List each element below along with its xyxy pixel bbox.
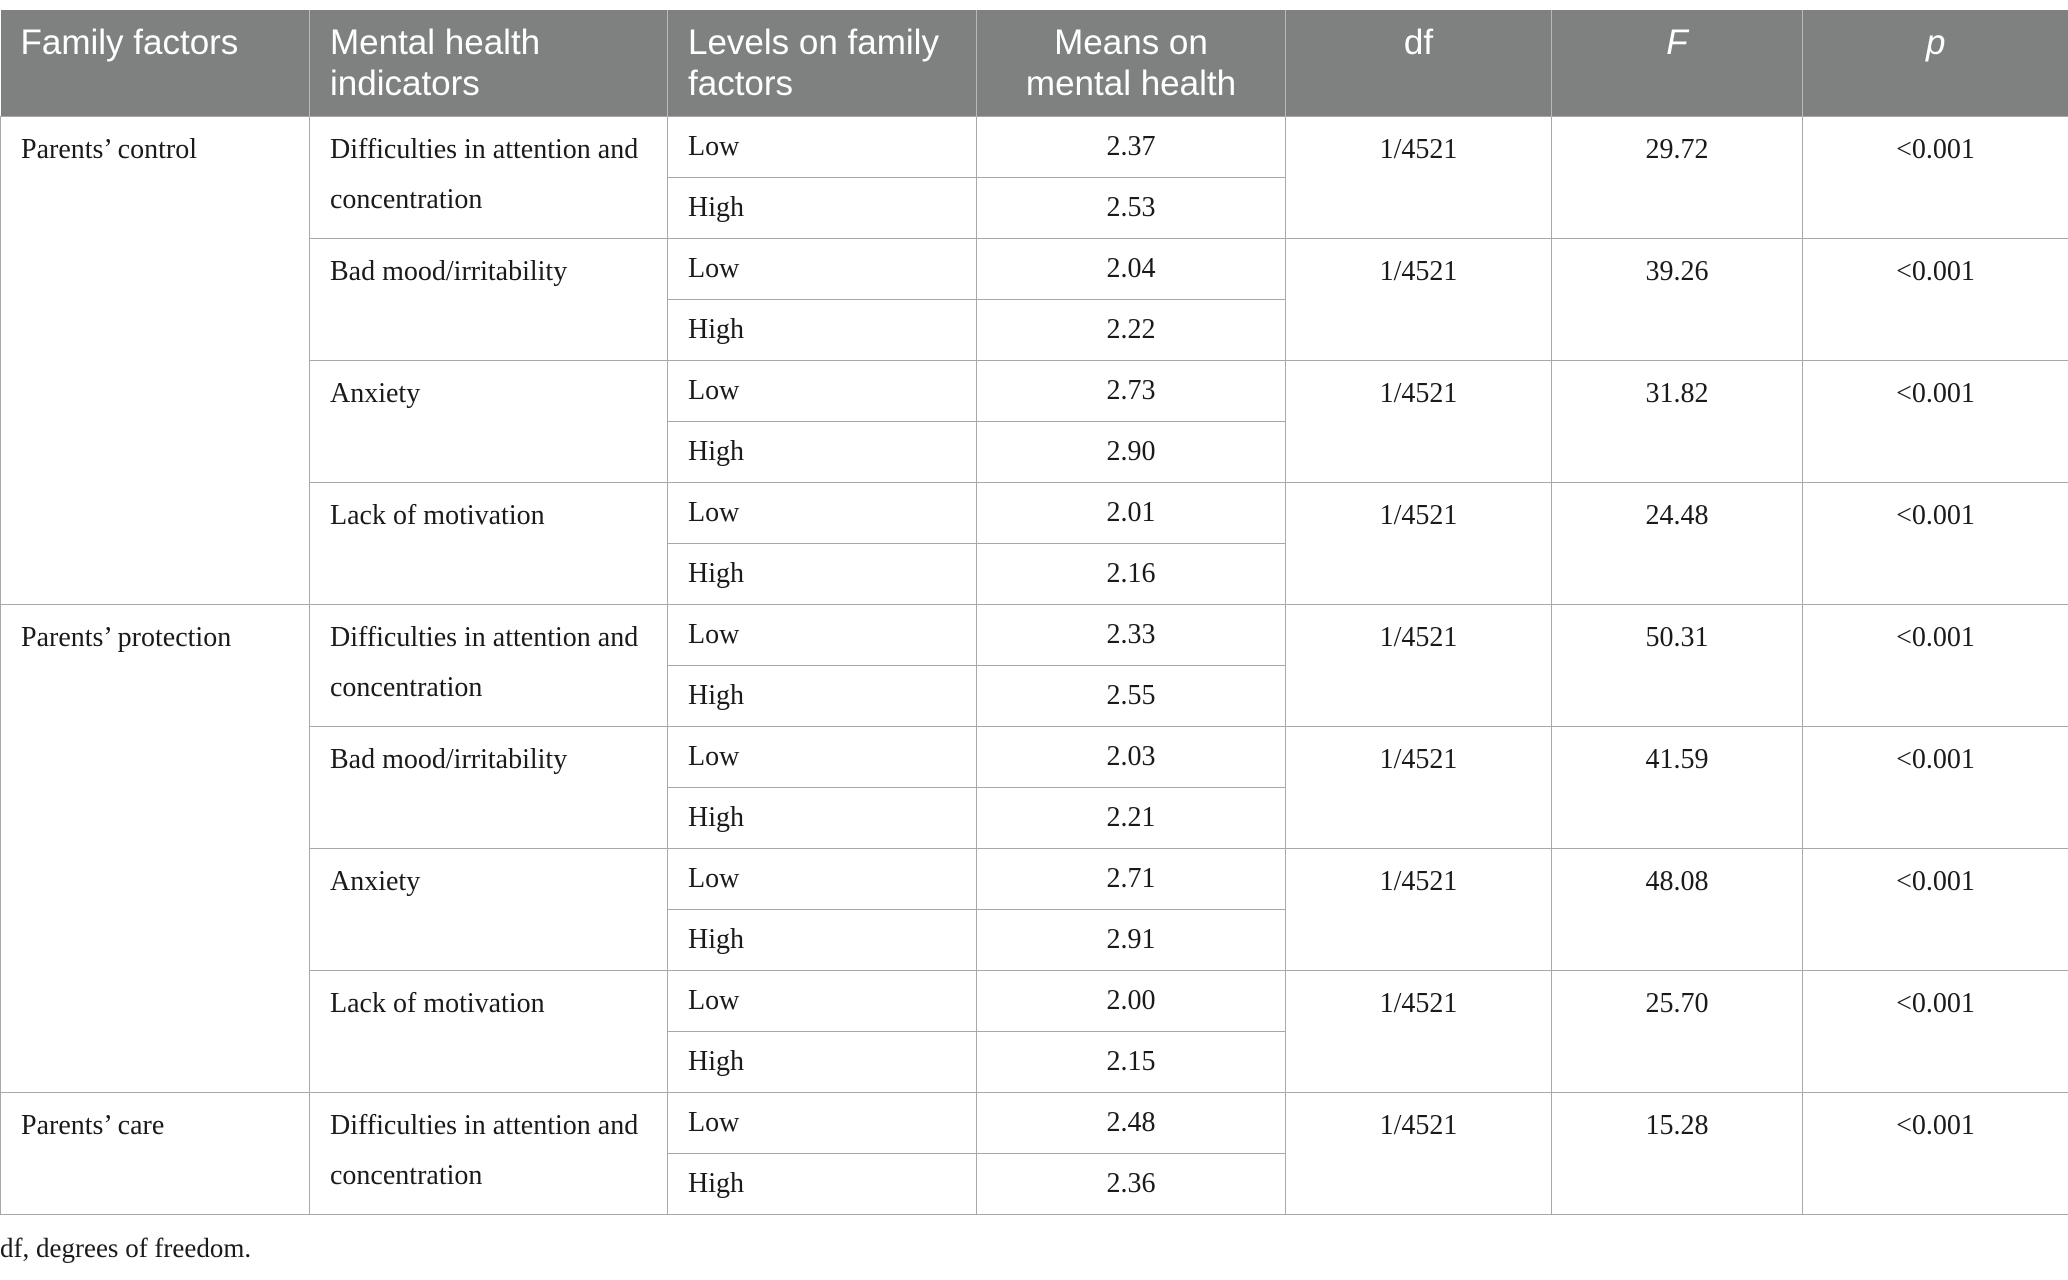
mean-cell: 2.90 (977, 422, 1286, 483)
mean-cell: 2.04 (977, 239, 1286, 300)
mean-cell: 2.71 (977, 849, 1286, 910)
table-row (1, 361, 2068, 422)
mean-cell: 2.53 (977, 178, 1286, 239)
indicator-cell: Lack of motivation (310, 483, 668, 605)
f-cell: 41.59 (1552, 727, 1803, 849)
df-cell: 1/4521 (1286, 239, 1552, 361)
level-cell: High (668, 666, 977, 727)
f-cell: 25.70 (1552, 971, 1803, 1093)
f-cell: 39.26 (1552, 239, 1803, 361)
df-cell: 1/4521 (1286, 971, 1552, 1093)
mean-cell: 2.48 (977, 1093, 1286, 1154)
results-table-container (0, 10, 2068, 1215)
mean-cell: 2.00 (977, 971, 1286, 1032)
df-cell: 1/4521 (1286, 117, 1552, 239)
p-cell: <0.001 (1803, 117, 2068, 239)
indicator-cell: Difficulties in attention and concentration (310, 1093, 668, 1215)
header-levels-on-family-factors: Levels on family factors (668, 10, 977, 117)
indicator-cell: Bad mood/irritability (310, 239, 668, 361)
level-cell: Low (668, 1093, 977, 1154)
level-cell: Low (668, 727, 977, 788)
df-cell: 1/4521 (1286, 605, 1552, 727)
mean-cell: 2.22 (977, 300, 1286, 361)
mean-cell: 2.73 (977, 361, 1286, 422)
header-p: p (1803, 10, 2068, 117)
level-cell: Low (668, 605, 977, 666)
p-cell: <0.001 (1803, 849, 2068, 971)
df-cell: 1/4521 (1286, 361, 1552, 483)
level-cell: High (668, 1032, 977, 1093)
p-cell: <0.001 (1803, 239, 2068, 361)
level-cell: High (668, 544, 977, 605)
table-footnote: df, degrees of freedom. (0, 1233, 252, 1263)
mean-cell: 2.16 (977, 544, 1286, 605)
f-cell: 24.48 (1552, 483, 1803, 605)
f-cell: 15.28 (1552, 1093, 1803, 1215)
header-family-factors: Family factors (1, 10, 310, 117)
header-row (1, 10, 2068, 117)
table-row (1, 239, 2068, 300)
mean-cell: 2.91 (977, 910, 1286, 971)
df-cell: 1/4521 (1286, 849, 1552, 971)
level-cell: Low (668, 117, 977, 178)
family-factor-cell: Parents’ care (1, 1093, 310, 1215)
level-cell: High (668, 422, 977, 483)
level-cell: Low (668, 239, 977, 300)
mean-cell: 2.21 (977, 788, 1286, 849)
level-cell: Low (668, 361, 977, 422)
f-cell: 50.31 (1552, 605, 1803, 727)
indicator-cell: Difficulties in attention and concentration (310, 117, 668, 239)
header-f: F (1552, 10, 1803, 117)
p-cell: <0.001 (1803, 361, 2068, 483)
family-factor-cell: Parents’ protection (1, 605, 310, 1093)
mean-cell: 2.37 (977, 117, 1286, 178)
f-cell: 31.82 (1552, 361, 1803, 483)
mean-cell: 2.01 (977, 483, 1286, 544)
level-cell: High (668, 910, 977, 971)
mean-cell: 2.03 (977, 727, 1286, 788)
table-row (1, 483, 2068, 544)
level-cell: High (668, 788, 977, 849)
indicator-cell: Anxiety (310, 361, 668, 483)
table-header (1, 10, 2068, 117)
p-cell: <0.001 (1803, 483, 2068, 605)
df-cell: 1/4521 (1286, 1093, 1552, 1215)
level-cell: Low (668, 483, 977, 544)
results-table (0, 10, 2068, 1215)
f-cell: 29.72 (1552, 117, 1803, 239)
p-cell: <0.001 (1803, 1093, 2068, 1215)
indicator-cell: Difficulties in attention and concentration (310, 605, 668, 727)
table-row (1, 727, 2068, 788)
header-mental-health-indicators: Mental health indicators (310, 10, 668, 117)
f-cell: 48.08 (1552, 849, 1803, 971)
family-factor-cell: Parents’ control (1, 117, 310, 605)
mean-cell: 2.15 (977, 1032, 1286, 1093)
table-row (1, 117, 2068, 178)
table-row (1, 605, 2068, 666)
p-cell: <0.001 (1803, 605, 2068, 727)
mean-cell: 2.33 (977, 605, 1286, 666)
indicator-cell: Anxiety (310, 849, 668, 971)
table-row (1, 971, 2068, 1032)
level-cell: Low (668, 849, 977, 910)
p-cell: <0.001 (1803, 971, 2068, 1093)
mean-cell: 2.36 (977, 1154, 1286, 1215)
mean-cell: 2.55 (977, 666, 1286, 727)
table-body (1, 117, 2068, 1215)
indicator-cell: Lack of motivation (310, 971, 668, 1093)
header-means-on-mental-health: Means on mental health (977, 10, 1286, 117)
table-row (1, 849, 2068, 910)
level-cell: High (668, 178, 977, 239)
p-cell: <0.001 (1803, 727, 2068, 849)
level-cell: High (668, 300, 977, 361)
level-cell: High (668, 1154, 977, 1215)
level-cell: Low (668, 971, 977, 1032)
table-row (1, 1093, 2068, 1154)
df-cell: 1/4521 (1286, 483, 1552, 605)
df-cell: 1/4521 (1286, 727, 1552, 849)
header-df: df (1286, 10, 1552, 117)
indicator-cell: Bad mood/irritability (310, 727, 668, 849)
